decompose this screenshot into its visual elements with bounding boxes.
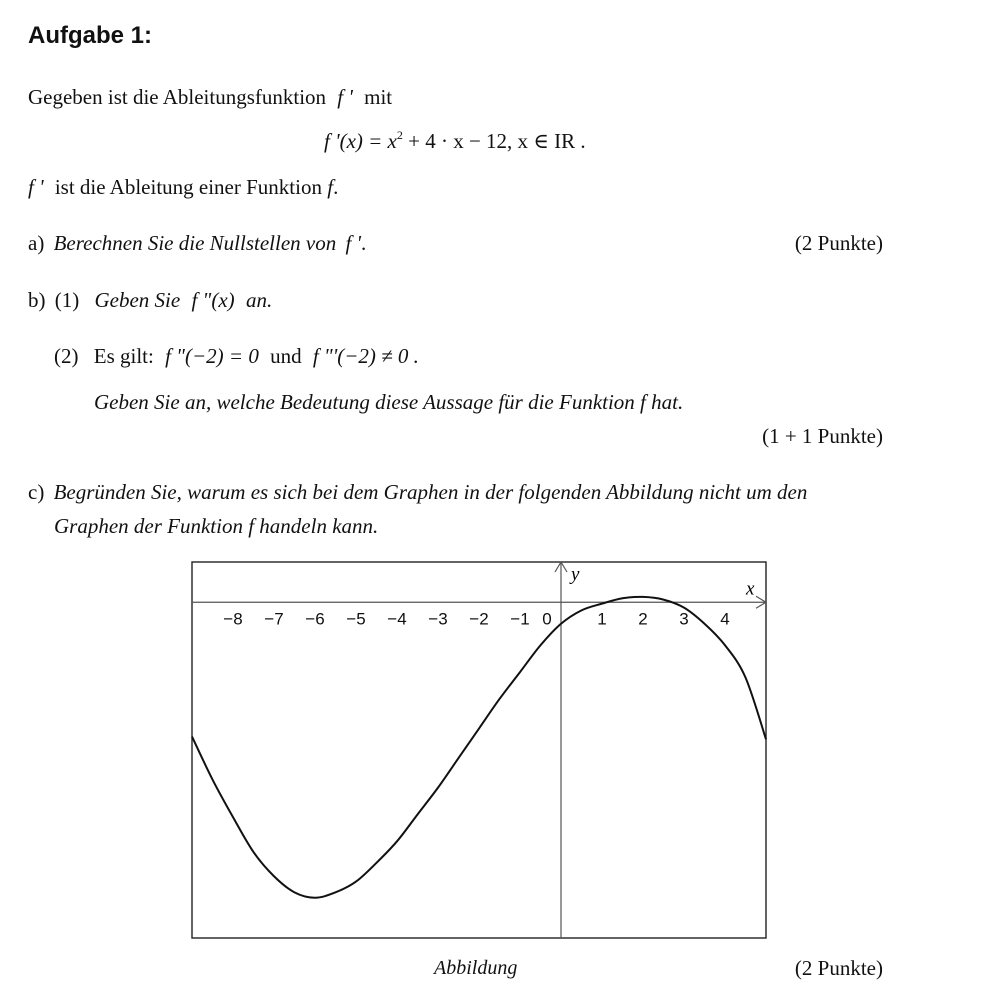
part-c-text1: Begründen Sie, warum es sich bei dem Graphen in der folgenden Abbildung nicht um den xyxy=(53,480,808,504)
line3-end: . xyxy=(333,175,339,199)
line3-fn: f ' xyxy=(28,175,44,199)
x-tick-label: −8 xyxy=(223,609,243,629)
task-heading: Aufgabe 1: xyxy=(28,22,153,49)
part-a-points: (2 Punkte) xyxy=(794,231,883,255)
equation-lhs: f '(x) = x xyxy=(324,129,397,153)
x-tick-label: 4 xyxy=(720,609,730,629)
intro-after: mit xyxy=(364,85,393,109)
part-b-2-expr1: f "(−2) = 0 xyxy=(165,344,259,368)
part-b-1-text: Geben Sie xyxy=(94,288,181,312)
part-a-label: a) xyxy=(28,231,45,255)
x-tick-label: 3 xyxy=(679,609,689,629)
part-b-2-text: Es gilt: xyxy=(93,344,154,368)
x-tick-label: −1 xyxy=(510,609,530,629)
x-tick-label: −7 xyxy=(264,609,284,629)
part-b-2-question: Geben Sie an, welche Bedeutung diese Aussage für die Funktion f hat. xyxy=(94,390,684,414)
x-tick-label: −2 xyxy=(469,609,489,629)
part-c-points: (2 Punkte) xyxy=(794,956,883,980)
x-tick-label: 1 xyxy=(597,609,607,629)
x-tick-label: −5 xyxy=(346,609,366,629)
graph-curve xyxy=(192,597,766,898)
intro-fn: f ' xyxy=(337,85,353,109)
part-b-2-label: (2) xyxy=(54,344,79,368)
intro-text: Gegeben ist die Ableitungsfunktion xyxy=(28,85,327,109)
equation-rhs: + 4 · x − 12, x ∈ IR . xyxy=(402,129,586,153)
line3-text: ist die Ableitung einer Funktion xyxy=(54,175,322,199)
part-b-points: (1 + 1 Punkte) xyxy=(762,424,883,448)
x-tick-label: −3 xyxy=(428,609,448,629)
part-a-end: . xyxy=(361,231,367,255)
part-c-label: c) xyxy=(28,480,45,504)
x-tick-label: 0 xyxy=(542,609,552,629)
x-ticks xyxy=(223,609,729,628)
part-b-label: b) xyxy=(28,288,46,312)
x-axis-label: x xyxy=(746,578,755,600)
part-b-1-label: (1) xyxy=(54,288,80,312)
part-b-2-expr2: f "'(−2) ≠ 0 . xyxy=(312,344,419,368)
x-tick-label: −4 xyxy=(387,609,407,629)
part-a-text: Berechnen Sie die Nullstellen von xyxy=(53,231,337,255)
x-tick-label: 2 xyxy=(638,609,648,629)
y-axis-label: y xyxy=(571,564,580,585)
part-b-2-und: und xyxy=(270,344,302,368)
part-b-1-fn: f "(x) xyxy=(191,288,235,312)
line3-fn2: f xyxy=(327,175,334,199)
part-c-line2: Graphen der Funktion f handeln kann. xyxy=(54,514,379,538)
equation-exponent: 2 xyxy=(396,128,403,142)
x-tick-label: −6 xyxy=(305,609,325,629)
part-a-fn: f ' xyxy=(345,231,362,255)
figure-caption: Abbildung xyxy=(434,957,518,979)
part-b-1-end: an. xyxy=(245,288,273,312)
